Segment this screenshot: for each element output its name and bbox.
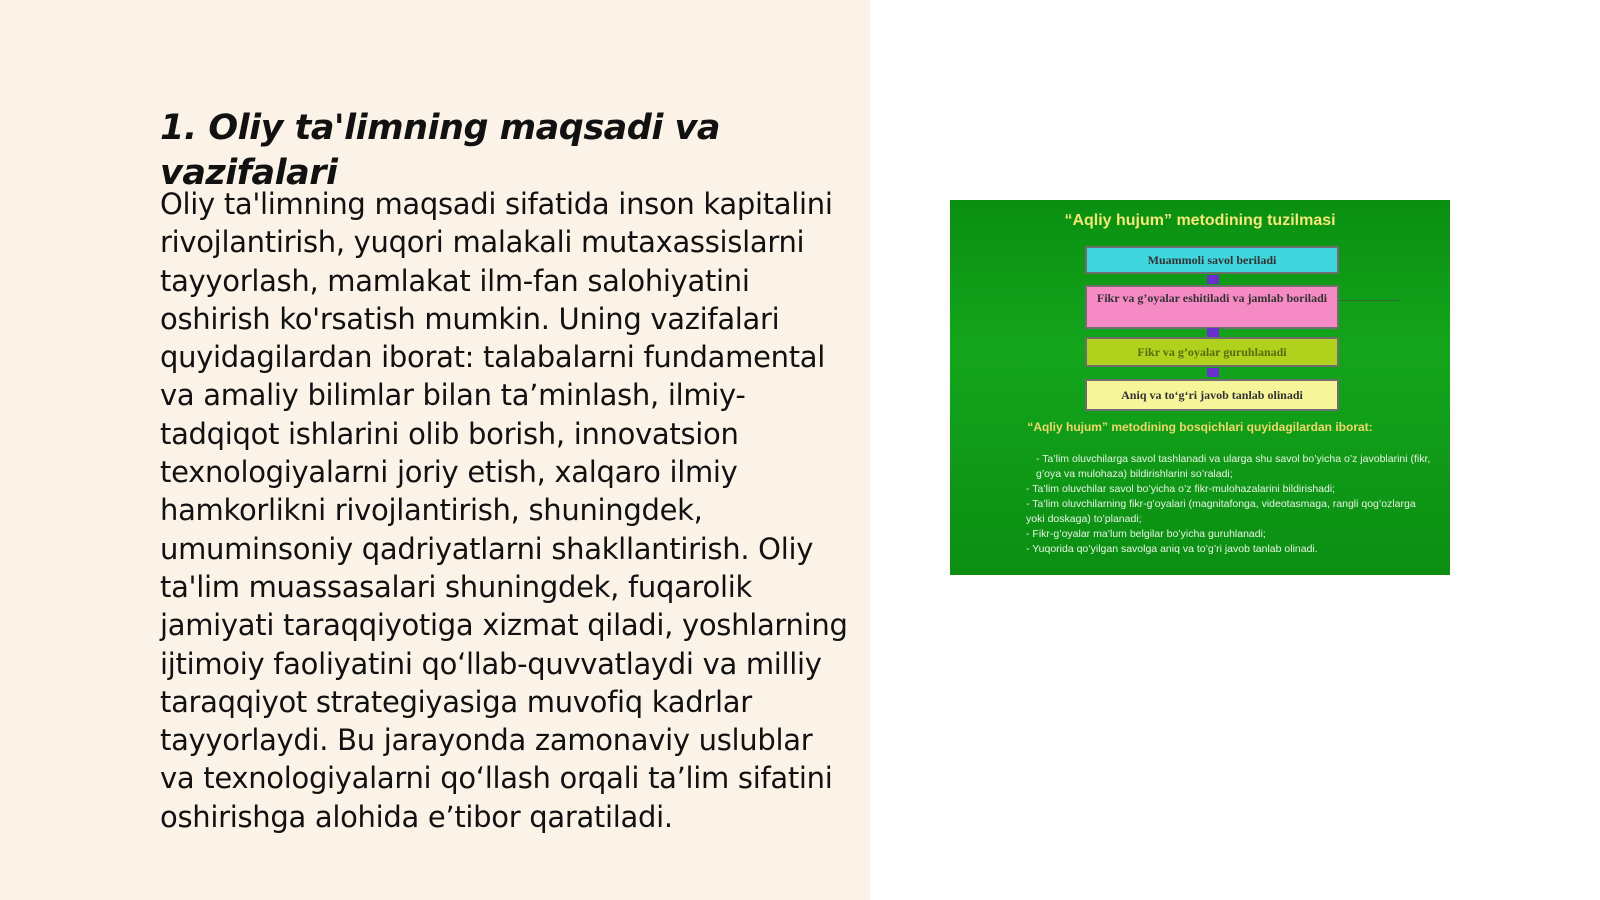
body-paragraph: Oliy ta'limning maqsadi sifatida inson kapitalini rivojlantirish, yuqori malakali mutaxassislarni tayyorlash, mamlakat ilm-fan salohiyatini oshirish ko'rsatish mumkin. Uning vazifalari quyidagilardan iborat: talabalarni fundamental va amaliy bilimlar bilan ta’minlash, ilmiy-tadqiqot ishlarini olib borish, innovatsion texnologiyalarni joriy etish, xalqaro ilmiy hamkorlikni rivojlantirish, shuningdek, umuminsoniy qadriyatlarni shakllantirish. Oliy ta'lim muassasalari shuningdek, fuqarolik jamiyati taraqqiyotiga xizmat qiladi, yoshlarning ijtimoiy faoliyatini qo‘llab-quvvatlaydi va milliy taraqqiyot strategiyasiga muvofiq kadrlar tayyorlaydi. Bu jarayonda zamonaviy uslublar va texnologiyalarni qo‘llash orqali ta’lim sifatini oshirishga alohida e’tibor qaratiladi. (160, 187, 848, 834)
stage-item: - Ta’lim oluvchilarning fikr-g’oyalari (magnitafonga, videotasmaga, rangli qog’ozlarga yoki doskaga) to’planadi; (1026, 498, 1416, 525)
stage-item: - Yuqorida qo’yilgan savolga aniq va to’g’ri javob tanlab olinadi. (1026, 543, 1318, 555)
stages-list (976, 452, 1434, 557)
stage-item: - Ta’lim oluvchilarga savol tashlanadi va ularga shu savol bo’yicha o’z javoblarini (fikr, g’oya va mulohaza) bildirishlarini so’raladi; (1036, 453, 1431, 480)
flow-step-2: Fikr va g’oyalar eshitiladi va jamlab boriladi (1085, 285, 1339, 329)
flow-step-4: Aniq va to‘g‘ri javob tanlab olinadi (1085, 379, 1339, 411)
divider-line (1340, 300, 1400, 301)
stages-heading: “Aqliy hujum” metodining bosqichlari quyidagilardan iborat: (1027, 420, 1373, 434)
brainstorm-method-slide-image (950, 200, 1450, 575)
stage-item: - Ta’lim oluvchilar savol bo’yicha o’z fikr-mulohazalarini bildirishadi; (1026, 483, 1336, 495)
flow-connector (1207, 368, 1219, 377)
flow-step-3: Fikr va g’oyalar guruhlanadi (1085, 337, 1339, 367)
flow-connector (1207, 328, 1219, 337)
page-title: 1. Oliy ta'limning maqsadi va vazifalari (160, 108, 720, 193)
stage-item: - Fikr-g’oyalar ma’lum belgilar bo’yicha guruhlanadi; (1026, 528, 1266, 540)
flow-connector (1207, 275, 1219, 284)
flow-step-1: Muammoli savol beriladi (1085, 246, 1339, 274)
slide-title: “Aqliy hujum” metodining tuzilmasi (1064, 212, 1336, 229)
